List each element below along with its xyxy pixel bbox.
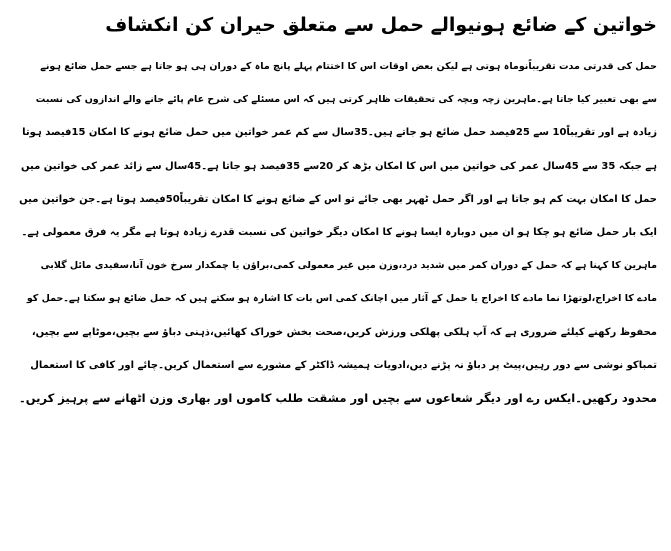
- body-line: تمباکو نوشی سے دور رہیں،پیٹ پر دباؤ نہ پڑنے دیں،ادویات ہمیشہ ڈاکٹر کے مشورے سے استعمال کریں۔چائے اور کافی کا استعمال: [30, 359, 657, 371]
- body-line: حمل کی قدرتی مدت تقریباًنوماہ ہوتی ہے لیکن بعض اوقات اس کا اختتام پہلے پانچ ماہ کے دوران ہی ہو جاتا ہے جسے حمل ضائع ہونے: [40, 61, 657, 72]
- body-line: محدود رکھیں۔ایکس رے اور دیگر شعاعوں سے بچیں اور مشقت طلب کاموں اور بھاری وزن اٹھانے سے پرہیز کریں۔: [19, 390, 657, 405]
- article-headline: خواتین کے ضائع ہونیوالے حمل سے متعلق حیران کن انکشاف: [105, 14, 657, 36]
- body-line: ایک بار حمل ضائع ہو چکا ہو ان میں دوبارہ ایسا ہونے کا امکان دیگر خواتین کی نسبت قدرے زیادہ ہوتا ہے مگر یہ فرق معمولی ہے۔: [21, 226, 657, 238]
- body-line: مادے کا اخراج،لوتھڑا نما مادے کا اخراج یا حمل کے آثار میں اچانک کمی اس بات کا اشارہ ہو سکتے ہیں کہ حمل ضائع ہو سکتا ہے۔حمل کو: [26, 293, 657, 305]
- body-line: محفوظ رکھنے کیلئے ضروری ہے کہ آپ ہلکی پھلکی ورزش کریں،صحت بخش خوراک کھائیں،ذہنی دباؤ سے بچیں،موٹاپے سے بچیں،: [31, 326, 657, 338]
- body-line: زیادہ ہے اور تقریباً10 سے 25فیصد حمل ضائع ہو جاتے ہیں۔35سال سے کم عمر خواتین میں حمل ضائع ہونے کا امکان 15فیصد ہوتا: [22, 127, 657, 139]
- article-body: [12, 50, 657, 415]
- body-line: سے بھی تعبیر کیا جاتا ہے۔ماہرین زچہ وبچہ کی تحقیقات ظاہر کرتی ہیں کہ اس مسئلے کی شرح عام پائے جانے والے اندازوں کی نسبت: [35, 94, 657, 106]
- body-line: ہے جبکہ 35 سے 45سال عمر کی خواتین میں اس کا امکان بڑھ کر 20سے 35فیصد ہو جاتا ہے۔45سال سے زائد عمر کی خواتین میں: [21, 160, 657, 172]
- body-line: ماہرین کا کہنا ہے کہ حمل کے دوران کمر میں شدید درد،وزن میں غیر معمولی کمی،براؤن یا چمکدار سرخ خون آنا،سفیدی مائل گلابی: [40, 260, 657, 272]
- body-line: حمل کا امکان بہت کم ہو جاتا ہے اور اگر حمل ٹھہر بھی جائے تو اس کے ضائع ہونے کا امکان تقریباً50فیصد ہوتا ہے۔جن خواتین میں: [19, 193, 657, 205]
